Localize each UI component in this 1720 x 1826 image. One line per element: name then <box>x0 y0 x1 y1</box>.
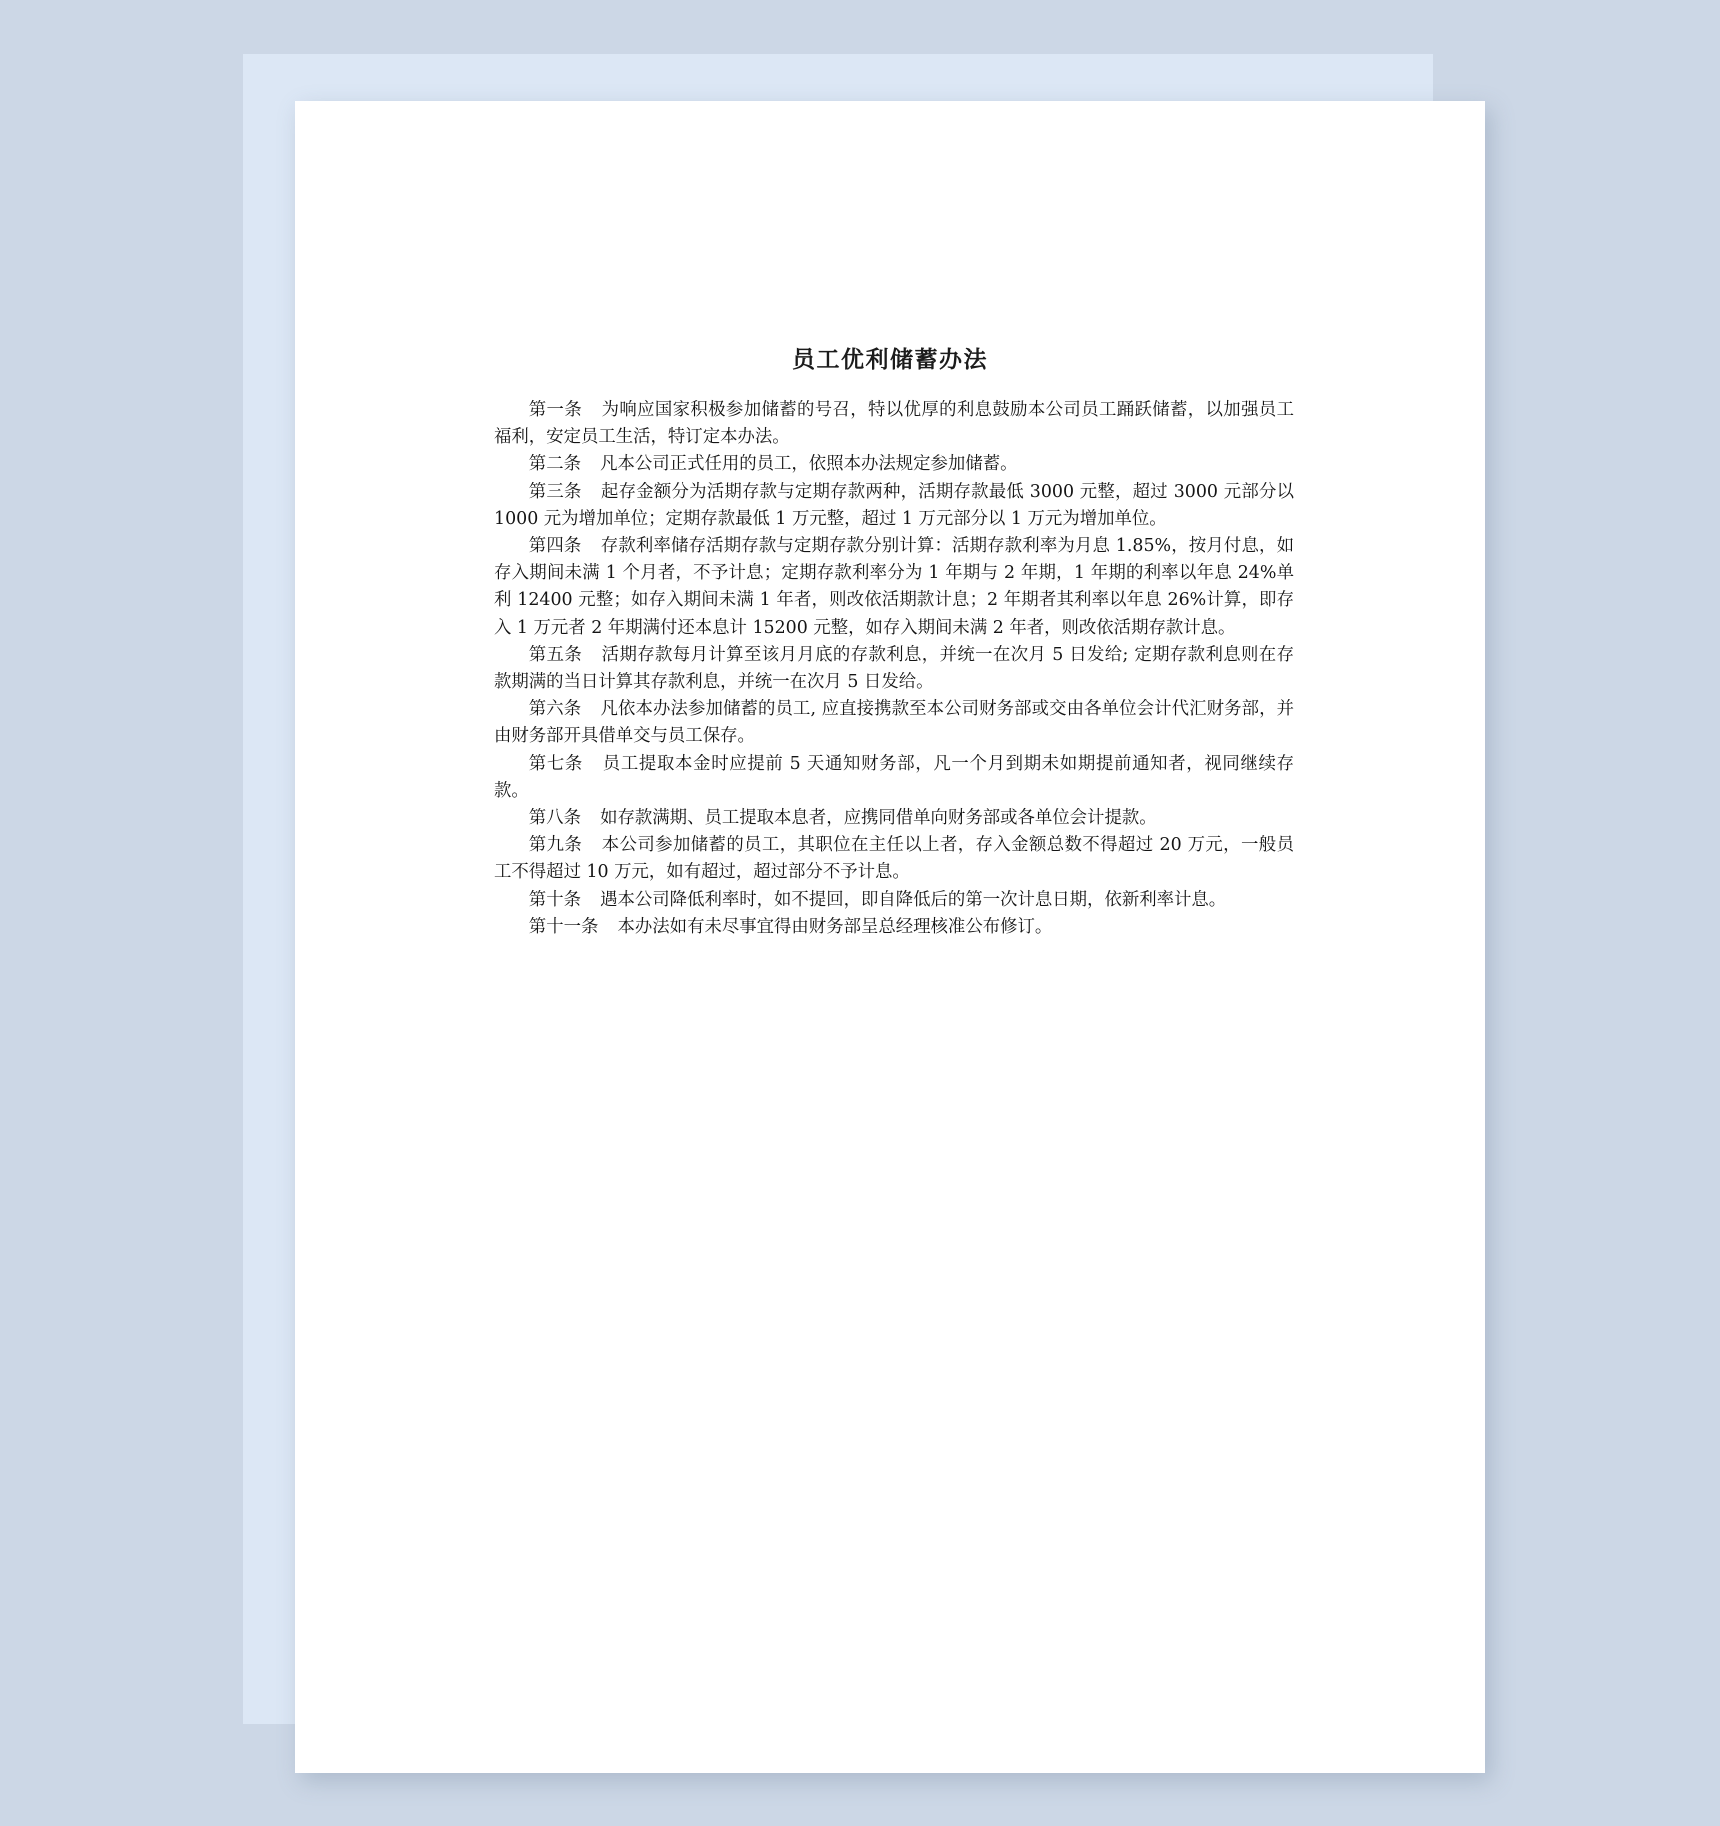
page-title: 员工优利储蓄办法 <box>792 347 988 373</box>
clause-paragraph <box>494 914 1294 941</box>
clause-number: 第六条 <box>528 699 582 720</box>
clause-number: 第五条 <box>528 644 583 665</box>
clause-number: 第一条 <box>528 400 583 420</box>
clause-paragraph <box>494 805 1294 832</box>
clause-paragraph <box>494 751 1294 805</box>
clause-paragraph <box>494 832 1294 886</box>
clause-text: 本办法如有未尽事宜得由财务部呈总经理核准公布修订。 <box>617 916 1053 937</box>
clause-number: 第七条 <box>528 753 583 774</box>
clause-paragraph <box>494 479 1294 533</box>
clause-number: 第二条 <box>528 454 581 475</box>
clause-text: 凡本公司正式任用的员工，依照本办法规定参加储蓄。 <box>600 454 1018 475</box>
clause-text: 活期存款每月计算至该月月底的存款利息，并统一在次月 5 日发给; 定期存款利息则在存款期满的当日计算其存款利息，并统一在次月 5 日发给。 <box>494 644 1294 693</box>
clause-number: 第十条 <box>528 889 581 910</box>
clause-paragraph <box>494 696 1294 750</box>
clause-paragraph <box>494 533 1294 642</box>
clause-text: 本公司参加储蓄的员工，其职位在主任以上者，存入金额总数不得超过 20 万元，一般员工不得超过 10 万元，如有超过，超过部分不予计息。 <box>494 835 1294 883</box>
clause-paragraph <box>494 642 1294 696</box>
clause-paragraph <box>494 451 1294 478</box>
clause-text: 存款利率储存活期存款与定期存款分别计算：活期存款利率为月息 1.85%，按月付息，如存入期间未满 1 个月者，不予计息；定期存款利率分为 1 年期与 2 年期，1 年期的利率以年息 24%单利 12400 元整；如存入期间未满 1 年者，则改依活期款计息；2 年期者其利率以年息 26%计算，即存入 1 万元者 2 年期满付还本息计 15200 元整，如存入期间未满 2 年者，则改依活期存款计息。 <box>494 536 1294 638</box>
clause-paragraph <box>494 397 1294 451</box>
clause-number: 第三条 <box>528 481 582 502</box>
clause-text: 遇本公司降低利率时，如不提回，即自降低后的第一次计息日期，依新利率计息。 <box>600 889 1227 910</box>
clause-number: 第八条 <box>528 808 581 829</box>
clause-paragraph <box>494 887 1294 914</box>
clause-text: 凡依本办法参加储蓄的员工, 应直接携款至本公司财务部或交由各单位会计代汇财务部，并由财务部开具借单交与员工保存。 <box>494 699 1294 747</box>
page-content <box>295 101 1485 1773</box>
clause-number: 第九条 <box>528 835 583 856</box>
clause-text: 员工提取本金时应提前 5 天通知财务部，凡一个月到期未如期提前通知者，视同继续存款。 <box>494 753 1294 801</box>
clause-text: 为响应国家积极参加储蓄的号召，特以优厚的利息鼓励本公司员工踊跃储蓄，以加强员工福利，安定员工生活，特订定本办法。 <box>494 400 1294 448</box>
clause-number: 第四条 <box>528 536 582 557</box>
clause-text: 如存款满期、员工提取本息者，应携同借单向财务部或各单位会计提款。 <box>600 808 1157 829</box>
clause-text: 起存金额分为活期存款与定期存款两种，活期存款最低 3000 元整，超过 3000 元部分以 1000 元为增加单位；定期存款最低 1 万元整，超过 1 万元部分以 1 万元为增加单位。 <box>494 481 1294 529</box>
clause-number: 第十一条 <box>528 916 599 937</box>
document-page <box>295 101 1485 1773</box>
document-body <box>494 397 1294 941</box>
